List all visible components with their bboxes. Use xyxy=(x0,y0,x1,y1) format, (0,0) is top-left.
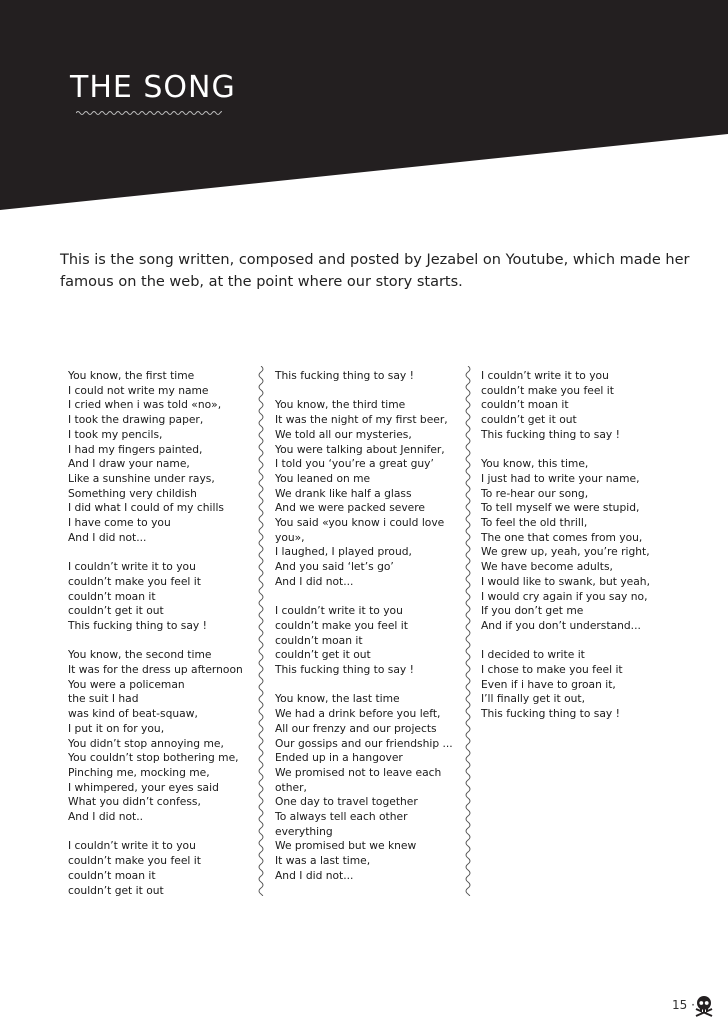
lyric-line: And I did not... xyxy=(275,574,354,588)
lyric-line: Like a sunshine under rays, xyxy=(68,471,215,485)
lyric-line: I would cry again if you say no, xyxy=(481,589,648,603)
lyric-line: I just had to write your name, xyxy=(481,471,640,485)
lyric-line: We have become adults, xyxy=(481,560,613,574)
lyric-line: You know, the third time xyxy=(275,398,406,412)
stanza xyxy=(275,398,465,589)
lyric-line: And you said ‘let’s go’ xyxy=(275,560,394,574)
title-wave-underline xyxy=(76,109,222,117)
lyrics-column-3 xyxy=(481,369,671,737)
wavy-divider xyxy=(463,366,473,896)
lyric-line: To re-hear our song, xyxy=(481,486,589,500)
wavy-divider xyxy=(256,366,266,896)
lyric-line: I took the drawing paper, xyxy=(68,413,204,427)
lyric-line: The one that comes from you, xyxy=(481,530,643,544)
lyric-line: couldn’t get it out xyxy=(275,648,371,662)
lyric-line: You know, the last time xyxy=(275,692,400,706)
lyric-line: Ended up in a hangover xyxy=(275,751,403,765)
stanza xyxy=(481,369,671,443)
lyric-line: couldn’t moan it xyxy=(275,633,363,647)
lyric-line: couldn’t moan it xyxy=(68,589,156,603)
lyric-line: everything xyxy=(275,824,333,838)
lyric-line: Even if i have to groan it, xyxy=(481,677,616,691)
lyric-line: You know, this time, xyxy=(481,457,589,471)
lyric-line: It was a last time, xyxy=(275,854,371,868)
lyric-line: I could not write my name xyxy=(68,383,209,397)
stanza xyxy=(481,457,671,633)
lyric-line: To always tell each other xyxy=(275,810,408,824)
skull-icon xyxy=(694,995,714,1017)
lyric-line: other, xyxy=(275,780,307,794)
lyric-line: Our gossips and our friendship ... xyxy=(275,736,453,750)
lyric-line: If you don’t get me xyxy=(481,604,584,618)
lyrics-column-1 xyxy=(68,369,258,913)
stanza xyxy=(275,604,465,678)
lyric-line: You were a policeman xyxy=(68,677,185,691)
lyric-line: One day to travel together xyxy=(275,795,418,809)
lyric-line: You know, the first time xyxy=(68,369,195,382)
lyric-line: couldn’t get it out xyxy=(68,883,164,897)
lyric-line: We had a drink before you left, xyxy=(275,707,441,721)
lyric-line: This fucking thing to say ! xyxy=(275,369,414,382)
lyric-line: couldn’t make you feel it xyxy=(68,854,201,868)
lyric-line: the suit I had xyxy=(68,692,139,706)
lyric-line: I couldn’t write it to you xyxy=(68,839,196,853)
lyric-line: I took my pencils, xyxy=(68,427,163,441)
lyric-line: I laughed, I played proud, xyxy=(275,545,412,559)
lyric-line: I couldn’t write it to you xyxy=(481,369,609,382)
lyric-line: This fucking thing to say ! xyxy=(481,427,620,441)
lyric-line: All our frenzy and our projects xyxy=(275,721,437,735)
lyric-line: You know, the second time xyxy=(68,648,212,662)
lyric-line: You leaned on me xyxy=(275,471,371,485)
lyric-line: couldn’t make you feel it xyxy=(275,618,408,632)
lyric-line: you», xyxy=(275,530,305,544)
lyric-line: And I draw your name, xyxy=(68,457,190,471)
lyric-line: It was the night of my first beer, xyxy=(275,413,448,427)
lyric-line: We told all our mysteries, xyxy=(275,427,412,441)
lyric-line: You couldn’t stop bothering me, xyxy=(68,751,239,765)
lyric-line: You were talking about Jennifer, xyxy=(275,442,445,456)
stanza xyxy=(481,648,671,722)
stanza xyxy=(68,369,258,545)
lyric-line: couldn’t moan it xyxy=(68,868,156,882)
stanza xyxy=(68,560,258,634)
lyric-line: I would like to swank, but yeah, xyxy=(481,574,650,588)
lyric-line: We drank like half a glass xyxy=(275,486,412,500)
page-title: THE SONG xyxy=(70,70,236,105)
lyric-line: I decided to write it xyxy=(481,648,585,662)
stanza xyxy=(68,648,258,824)
lyric-line: And I did not.. xyxy=(68,810,144,824)
lyrics-column-2 xyxy=(275,369,465,898)
lyric-line: This fucking thing to say ! xyxy=(481,707,620,721)
lyric-line: I’ll finally get it out, xyxy=(481,692,586,706)
lyric-line: I told you ‘you’re a great guy’ xyxy=(275,457,434,471)
lyric-line: I have come to you xyxy=(68,516,171,530)
lyric-line: It was for the dress up afternoon xyxy=(68,663,243,677)
lyric-line: I had my fingers painted, xyxy=(68,442,203,456)
lyric-line: I cried when i was told «no», xyxy=(68,398,222,412)
lyric-line: We promised but we knew xyxy=(275,839,417,853)
lyric-line: Something very childish xyxy=(68,486,197,500)
lyric-line: I couldn’t write it to you xyxy=(275,604,403,618)
lyric-line: What you didn’t confess, xyxy=(68,795,201,809)
lyric-line: And I did not... xyxy=(275,868,354,882)
lyric-line: couldn’t get it out xyxy=(481,413,577,427)
lyric-line: I put it on for you, xyxy=(68,721,165,735)
intro-paragraph: This is the song written, composed and posted by Jezabel on Youtube, which made her famous on the web, at the point where our story starts. xyxy=(60,252,690,290)
lyric-line: This fucking thing to say ! xyxy=(68,618,207,632)
lyric-line: And we were packed severe xyxy=(275,501,425,515)
lyric-line: I did what I could of my chills xyxy=(68,501,224,515)
lyric-line: Pinching me, mocking me, xyxy=(68,765,210,779)
lyric-line: This fucking thing to say ! xyxy=(275,663,414,677)
header-band xyxy=(0,0,728,210)
lyric-line: We grew up, yeah, you’re right, xyxy=(481,545,650,559)
lyric-line: was kind of beat-squaw, xyxy=(68,707,198,721)
lyric-line: You said «you know i could love xyxy=(275,516,445,530)
lyric-line: And I did not... xyxy=(68,530,147,544)
stanza xyxy=(275,369,465,384)
lyric-line: couldn’t make you feel it xyxy=(481,383,614,397)
lyric-line: And if you don’t understand... xyxy=(481,618,641,632)
lyric-line: You didn’t stop annoying me, xyxy=(68,736,224,750)
lyric-line: couldn’t make you feel it xyxy=(68,574,201,588)
lyric-line: We promised not to leave each xyxy=(275,765,442,779)
lyric-line: couldn’t get it out xyxy=(68,604,164,618)
lyric-line: I whimpered, your eyes said xyxy=(68,780,219,794)
lyric-line: I chose to make you feel it xyxy=(481,663,623,677)
lyric-line: I couldn’t write it to you xyxy=(68,560,196,574)
lyric-line: couldn’t moan it xyxy=(481,398,569,412)
lyric-line: To tell myself we were stupid, xyxy=(481,501,640,515)
stanza xyxy=(275,692,465,883)
page-number: 15 · xyxy=(672,998,695,1012)
stanza xyxy=(68,839,258,898)
lyric-line: To feel the old thrill, xyxy=(481,516,588,530)
